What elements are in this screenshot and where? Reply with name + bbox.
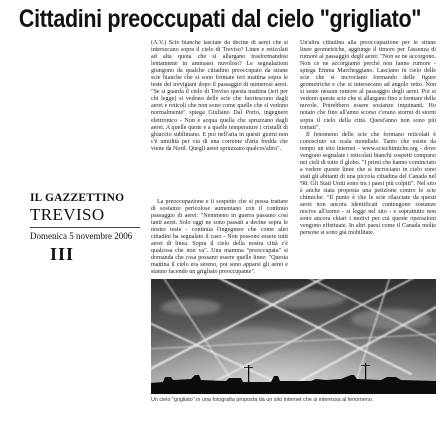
article-column-right — [300, 40, 436, 282]
sky-photo — [151, 279, 436, 394]
masthead — [30, 192, 148, 263]
article-paragraph: (A.V.) Scie bianche lasciate da decine di aerei che si intersecano sopra il cielo di Treviso? Linee e reticolati ad alta quota che si allargano trasformandosi lentamente in ammassi nuvolosi? Le segnalazioni giungono da qualche cittadino preoccupato da strane scie bianche che si sono formate ieri mattina sopra le teste dei trevigiani dopo il passaggio di numerosi aerei. "Se si guarda il cielo di Treviso questa mattina (ieri per chi legge) si vedono delle scie che fuoriescono dagli aerei e reticoli che non sono come quelle che si vedono normalmente" spiega Giuliano Dal Porto, ingegnere elettronico - Non è acqua quella che spruzzano dagli aerei. A quelle quote e a quelle temperature i cristalli di ghiaccio sublimano. E poi nell'aria in questi giorni non c'è umidità per via di una corrente d'aria fredda che viene da Nord. Quegli aerei spruzzano qualcos'altro". — [151, 40, 288, 152]
headline: Cittadini preoccupati dal cielo "grigliato" — [18, 4, 422, 33]
article-paragraph: La preoccupazione e il sospetto che si possa trattare di sostanze pericolose aumentano con il continuo passaggio di aerei: "Nemmeno in guerra passano così tanti aerei. Solo oggi ne sono passati a decine sopra le nostre teste - continua l'ingegnere che come altri cittadini ha segnalato il caso - Non possono essere tutti aerei di linea. Sopra il cielo della nostra città c'è qualcosa che non va". Una mamma "preoccupata" si domanda che cosa possano essere quelle linee: "Questa mattina il cielo era sereno, poi sono apparsi gli aerei e stanno facendo un grigliato preoccupante". — [151, 199, 288, 275]
article-paragraph: Il fenomeno delle scie che formano reticolati è conosciuto su scala mondiale. Tanto che esiste da tempo un sito internet - www.sciechimiche.org - dove vengono segnalate i reticolati bianchi sospetti comparsi nei cieli di tutto il globo. "I primi che hanno cominciato a vedere queste linee che si incrociano in cielo sono stati gli abitanti di una piccola cittadina del Canada nel '98. Gli Stati Uniti sono tra i paesi più colpiti". Nel sito è anche stata proposta una petizione contro le scie chimiche: "Il punto è che le scie rilasciate da questi aerei non ancora identificati contengono sostanze nocive all'uomo - si legge nel sito - e soprattutto non sono ancora chiari i motivi per cui queste operazioni vengono effettuate. In altri paesi come il Canada molte persone si sono già mobilitate. — [300, 131, 436, 237]
newspaper-name: IL GAZZETTINO — [30, 192, 125, 204]
page-number: III — [50, 244, 75, 264]
article-column-middle-bottom — [151, 199, 288, 275]
contrail-sky-image — [151, 279, 436, 394]
issue-date: Domenica 5 novembre 2006 — [30, 231, 133, 241]
masthead-divider — [30, 227, 140, 228]
edition-city: TREVISO — [30, 205, 105, 224]
photo-caption: Un cielo "grigliato" in una fotografia proposta da un sito internet che si interessa al fenomeno. — [151, 397, 374, 403]
article-paragraph: Un'altra cittadina alla preoccupazione per le strane linee geometriche, aggiunge il timore per l'assenza di rumore al passaggio degli aerei: "Non se ne accorgono. Non ce ne accorgiamo perché non fanno rumore - spiega Emma Marcheggiano. Lasciano in cielo delle scie che si incrociano formando delle figure geometriche e che si intersecano ad angolo retto. Non si sente nessun rumore al passaggio degli aerei. Poi si vedono queste scie che si allargano fino a formare delle nuvole. Potrebbero essere sostanze inquinanti. Ho notato che fino all'anno scorso c'erano stormi di storni sopra il cielo della città. Quest'anno non sono più tornati". — [300, 40, 436, 131]
